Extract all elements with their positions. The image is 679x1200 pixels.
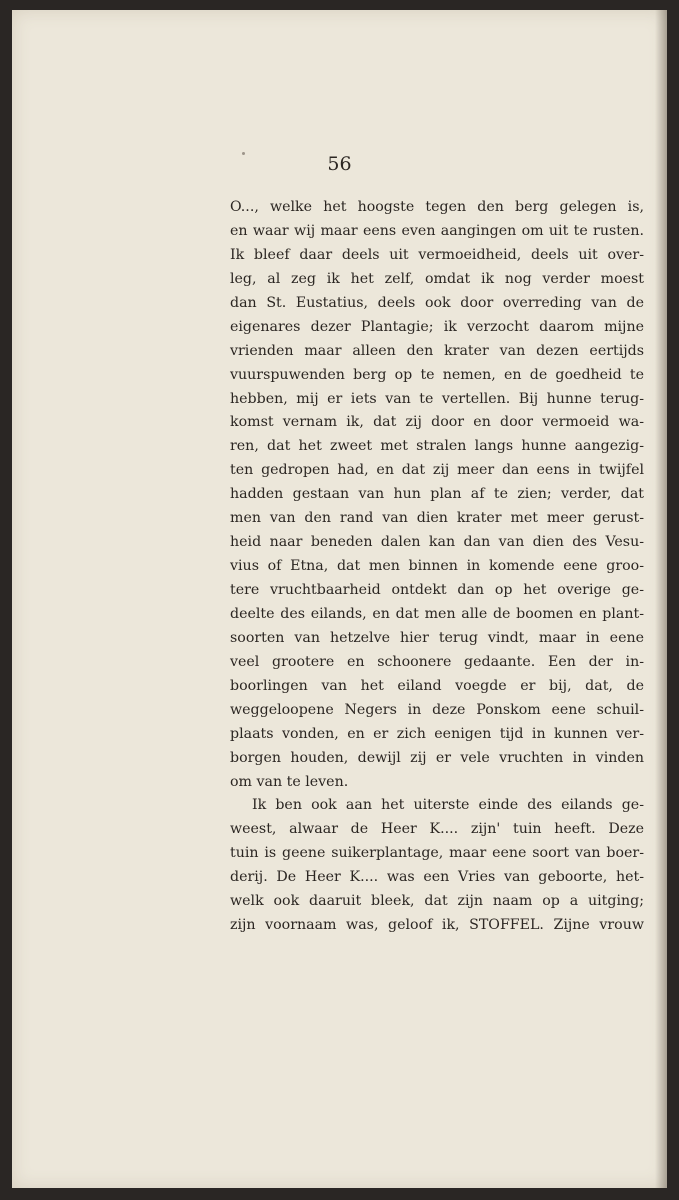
- text-line: deelte des eilands, en dat men alle de boomen en plant-: [230, 605, 644, 622]
- text-line: vuurspuwenden berg op te nemen, en de goedheid te: [230, 366, 644, 383]
- text-line: Ik bleef daar deels uit vermoeidheid, deels uit over-: [230, 246, 644, 263]
- page-edge-shadow: [655, 10, 667, 1188]
- text-line: ten gedropen had, en dat zij meer dan eens in twijfel: [230, 462, 644, 479]
- text-line: tere vruchtbaarheid ontdekt dan op het overige ge-: [230, 582, 644, 598]
- text-line: welk ook daaruit bleek, dat zijn naam op a uitging;: [230, 893, 644, 910]
- text-line: veel grootere en schoonere gedaante. Een der in-: [230, 653, 644, 670]
- text-line: tuin is geene suikerplantage, maar eene soort van boer-: [230, 845, 644, 862]
- paragraph-end-line: om van te leven.: [230, 773, 349, 790]
- text-line: weggeloopene Negers in deze Ponskom eene schuil-: [230, 701, 644, 718]
- text-line: dan St. Eustatius, deels ook door overreding van de: [230, 294, 644, 311]
- text-line: zijn voornaam was, geloof ik, STOFFEL. Zijne vrouw: [230, 917, 644, 934]
- page-number: 56: [327, 153, 352, 175]
- text-line: komst vernam ik, dat zij door en door vermoeid wa-: [230, 414, 644, 431]
- text-line: leg, al zeg ik het zelf, omdat ik nog verder moest: [230, 270, 644, 287]
- text-line: plaats vonden, en er zich eenigen tijd in kunnen ver-: [230, 725, 644, 742]
- text-line: hadden gestaan van hun plan af te zien; verder, dat: [230, 486, 644, 503]
- text-line: men van den rand van dien krater met meer gerust-: [230, 510, 644, 527]
- paragraph-start-line: Ik ben ook aan het uiterste einde des eilands ge-: [252, 797, 644, 814]
- text-line: heid naar beneden dalen kan dan van dien des Vesu-: [230, 534, 644, 551]
- text-line: O..., welke het hoogste tegen den berg gelegen is,: [230, 199, 644, 215]
- book-page: [12, 10, 667, 1188]
- text-line: derij. De Heer K.... was een Vries van geboorte, het-: [230, 869, 644, 886]
- text-line: borgen houden, dewijl zij er vele vruchten in vinden: [230, 749, 644, 766]
- text-line: vrienden maar alleen den krater van dezen eertijds: [230, 342, 644, 359]
- text-line: soorten van hetzelve hier terug vindt, maar in eene: [230, 629, 644, 646]
- text-line: weest, alwaar de Heer K.... zijn' tuin heeft. Deze: [230, 821, 644, 838]
- text-line: boorlingen van het eiland voegde er bij, dat, de: [230, 677, 644, 694]
- text-line: hebben, mij er iets van te vertellen. Bij hunne terug-: [230, 390, 644, 407]
- text-line: eigenares dezer Plantagie; ik verzocht daarom mijne: [230, 318, 644, 335]
- text-line: vius of Etna, dat men binnen in komende eene groo-: [230, 558, 644, 575]
- body-text: [230, 196, 644, 938]
- text-line: en waar wij maar eens even aangingen om uit te rusten.: [230, 222, 644, 239]
- text-line: ren, dat het zweet met stralen langs hunne aangezig-: [230, 438, 644, 455]
